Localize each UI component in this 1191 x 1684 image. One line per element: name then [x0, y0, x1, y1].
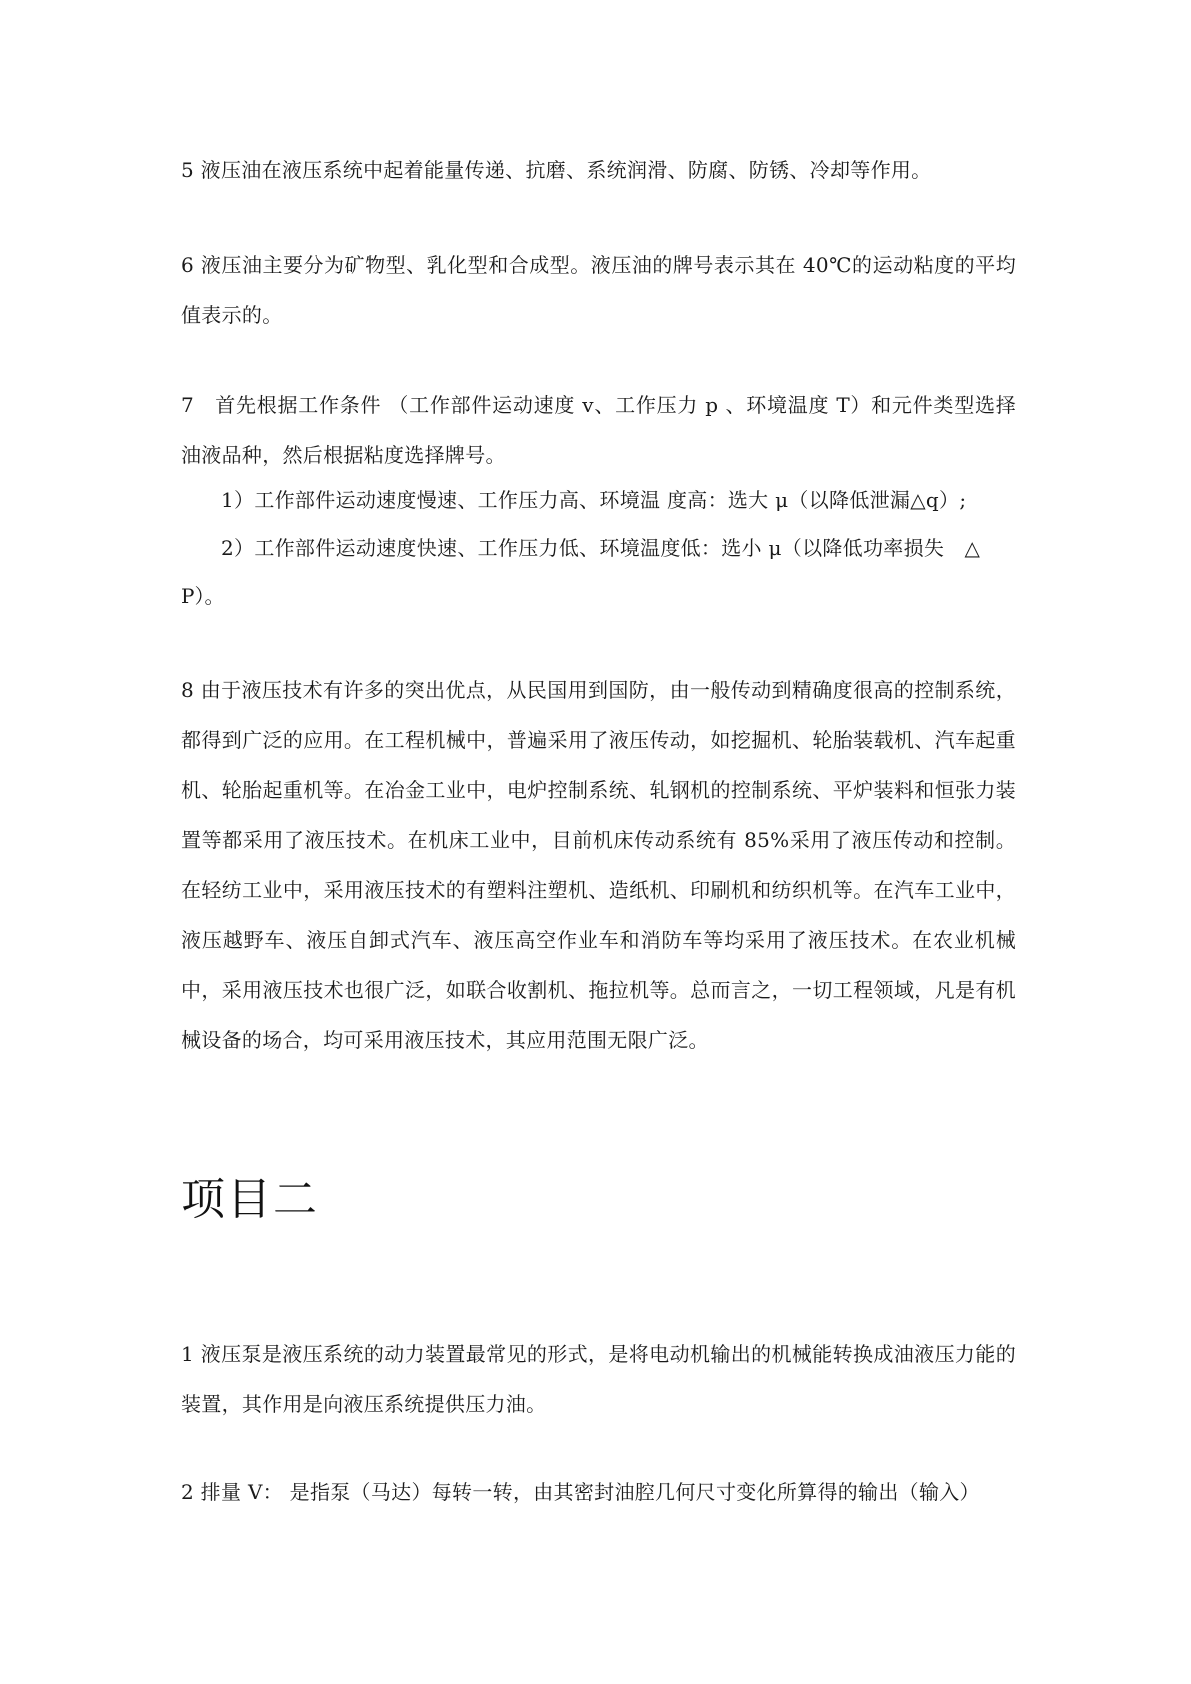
paragraph-7-item-1: 1）工作部件运动速度慢速、工作压力高、环境温 度高：选大 μ（以降低泄漏△q）;: [221, 488, 967, 512]
paragraph-8: 8 由于液压技术有许多的突出优点，从民国用到国防，由一般传动到精确度很高的控制系统，都得到广泛的应用。在工程机械中，普遍采用了液压传动，如挖掘机、轮胎装载机、汽车起重机、轮胎起重机等。在冶金工业中，电炉控制系统、轧钢机的控制系统、平炉装料和恒张力装置等都采用了液压技术。在机床工业中，目前机床传动系统有 85%采用了液压传动和控制。在轻纺工业中，采用液压技术的有塑料注塑机、造纸机、印刷机和纺织机等。在汽车工业中，液压越野车、液压自卸式汽车、液压高空作业车和消防车等均采用了液压技术。在农业机械中，采用液压技术也很广泛，如联合收割机、拖拉机等。总而言之，一切工程领域，凡是有机械设备的场合，均可采用液压技术，其应用范围无限广泛。: [181, 678, 1016, 1052]
paragraph-7: 7 首先根据工作条件 （工作部件运动速度 v、工作压力 p 、环境温度 T）和元件类型选择油液品种，然后根据粘度选择牌号。: [181, 393, 1016, 467]
section2-paragraph-1: 1 液压泵是液压系统的动力装置最常见的形式，是将电动机输出的机械能转换成油液压力能的装置，其作用是向液压系统提供压力油。: [181, 1342, 1016, 1416]
section-heading: 项目二: [181, 1174, 319, 1225]
section2-paragraph-2: 2 排量 V： 是指泵（马达）每转一转，由其密封油腔几何尺寸变化所算得的输出（输入）: [181, 1480, 980, 1504]
paragraph-6: 6 液压油主要分为矿物型、乳化型和合成型。液压油的牌号表示其在 40℃的运动粘度的平均值表示的。: [181, 253, 1016, 327]
paragraph-7-item-2-continuation: P）。: [181, 584, 225, 608]
paragraph-7-item-2: 2）工作部件运动速度快速、工作压力低、环境温度低：选小 μ（以降低功率损失 △: [221, 536, 981, 560]
paragraph-5: 5 液压油在液压系统中起着能量传递、抗磨、系统润滑、防腐、防锈、冷却等作用。: [181, 158, 932, 182]
